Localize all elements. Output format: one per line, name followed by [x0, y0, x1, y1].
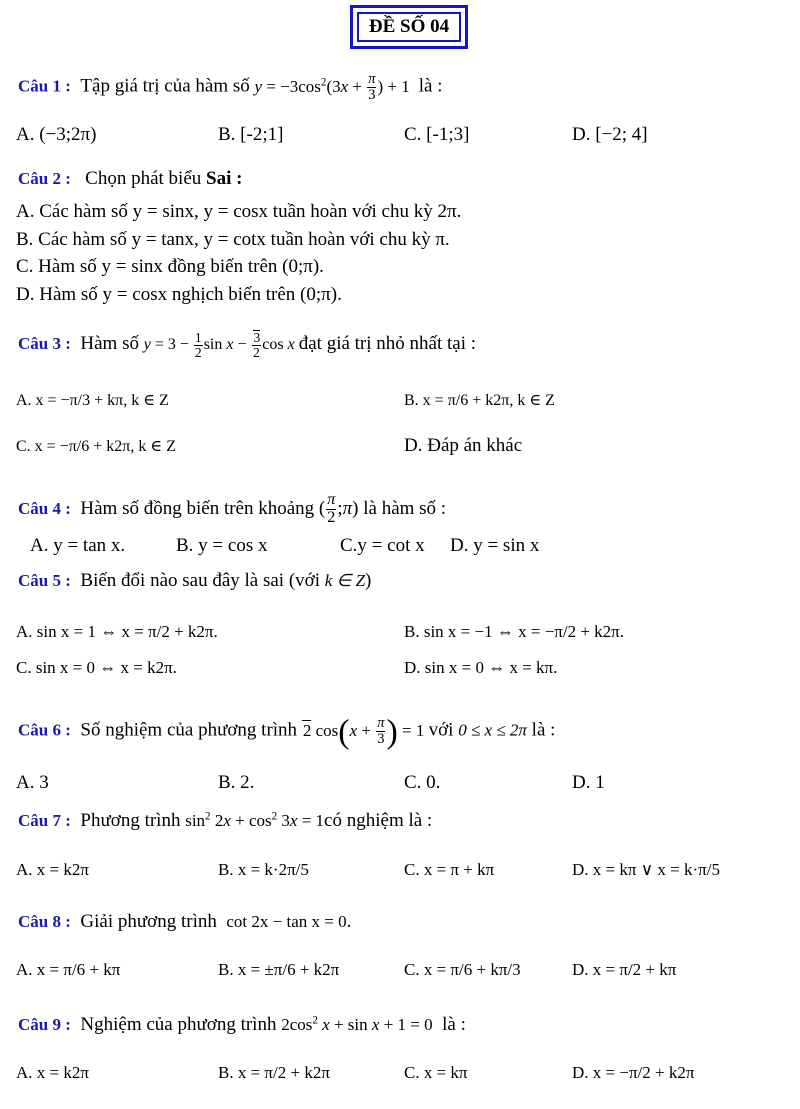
option-c[interactable]: C. x = kπ	[404, 1063, 468, 1082]
question-after: là :	[531, 719, 556, 741]
question-after: đạt giá trị nhỏ nhất tại :	[298, 332, 477, 354]
question-1	[18, 72, 442, 103]
question-text: Số nghiệm của phương trình	[80, 719, 298, 741]
option-c[interactable]	[16, 435, 176, 457]
option-d[interactable]: D. x = −π/2 + k2π	[572, 1063, 695, 1082]
option-d[interactable]: D. Đáp án khác	[404, 435, 523, 456]
condition: 0 ≤ x ≤ 2π	[458, 720, 527, 740]
option-b[interactable]: B. y = cos x	[176, 535, 268, 556]
option-d[interactable]: D. y = sin x	[450, 535, 540, 556]
option-a[interactable]: A. x = k2π	[16, 1063, 89, 1082]
option-c[interactable]: C. 0.	[404, 772, 441, 793]
question-4	[18, 492, 446, 527]
option-c[interactable]: C. x = π + kπ	[404, 860, 495, 879]
option-d[interactable]: D. sin x = 0 ⇔ x = kπ.	[404, 658, 558, 677]
option-b[interactable]: B. 2.	[218, 772, 255, 793]
page-title: ĐỀ SỐ 04	[357, 12, 461, 42]
question-bold: Sai :	[206, 168, 243, 189]
question-2	[18, 168, 242, 190]
option-b[interactable]: B. Các hàm số y = tanx, y = cotx tuần hoàn với chu kỳ π.	[16, 229, 450, 250]
question-label: Câu 2 :	[18, 169, 71, 188]
question-after: là hàm số :	[363, 497, 447, 519]
question-text: Chọn phát biểu	[85, 168, 202, 189]
option-a-text: A. x = −π/3 + kπ, k ∈ Z	[16, 392, 169, 409]
option-b[interactable]: B. x = ±π/6 + k2π	[218, 960, 340, 979]
option-b[interactable]	[404, 389, 555, 411]
option-c[interactable]: C. Hàm số y = sinx đồng biến trên (0;π).	[16, 256, 324, 277]
option-a[interactable]: A. (−3;2π)	[16, 124, 97, 145]
question-3	[18, 330, 476, 361]
question-text: Nghiệm của phương trình	[80, 1014, 277, 1035]
question-text: Hàm số đồng biến trên khoảng	[80, 497, 315, 519]
option-c-text: C. x = −π/6 + k2π, k ∈ Z	[16, 438, 176, 455]
question-label: Câu 6 :	[18, 720, 71, 740]
option-d[interactable]: D. x = π/2 + kπ	[572, 960, 677, 979]
question-label: Câu 7 :	[18, 811, 71, 830]
question-text: Giải phương trình	[80, 911, 217, 932]
question-after: là :	[418, 75, 443, 97]
question-label: Câu 3 :	[18, 333, 71, 353]
question-after: .	[346, 911, 352, 932]
option-c[interactable]: C. x = π/6 + kπ/3	[404, 960, 521, 979]
formula: $2\cos^2$ x + sin x + 1 = 0	[281, 1014, 433, 1034]
option-b[interactable]: B. sin x = −1 ⇔ x = −π/2 + k2π.	[404, 622, 625, 641]
option-a[interactable]: A. sin x = 1 ⇔ x = π/2 + k2π.	[16, 622, 218, 641]
formula: $\sin^2 2x + \cos^2 3x = 1$	[185, 810, 325, 830]
question-mid: với	[428, 719, 454, 741]
option-c[interactable]: C.y = cot x	[340, 535, 425, 556]
question-text: Tập giá trị của hàm số	[80, 75, 250, 97]
option-d[interactable]: D. x = kπ ∨ x = k·π/5	[572, 860, 720, 879]
option-a[interactable]: A. x = k2π	[16, 860, 89, 879]
formula: $y = -3\cos^2(3x$ + $\frac{\pi}{3}$ ) + 1	[254, 71, 414, 104]
option-a[interactable]: A. y = tan x.	[30, 535, 126, 556]
question-9	[18, 1014, 466, 1036]
option-c[interactable]: C. sin x = 0 ⇔ x = k2π.	[16, 658, 177, 677]
question-label: Câu 9 :	[18, 1015, 71, 1034]
option-a[interactable]	[16, 389, 169, 411]
option-a[interactable]: A. 3	[16, 772, 49, 793]
option-a[interactable]: A. Các hàm số y = sinx, y = cosx tuần hoàn với chu kỳ 2π.	[16, 201, 462, 222]
question-label: Câu 5 :	[18, 571, 71, 590]
question-label: Câu 8 :	[18, 912, 71, 931]
question-5	[18, 570, 371, 592]
question-7	[18, 810, 432, 832]
formula: y = 3 − $\frac{1}{2}$ sin x − $\frac{3}{2}$ cos x	[143, 329, 295, 361]
option-d[interactable]: D. Hàm số y = cosx nghịch biến trên (0;π).	[16, 284, 342, 305]
question-after: có nghiệm là :	[324, 810, 433, 831]
question-text: Phương trình	[80, 810, 181, 831]
option-d[interactable]: D. [−2; 4]	[572, 124, 648, 145]
option-d[interactable]: D. 1	[572, 772, 605, 793]
formula: k ∈ Z	[324, 571, 366, 590]
formula: ( $\frac{\pi}{2}$ ;π)	[318, 491, 359, 526]
question-text: Biến đổi nào sau đây là sai (với	[80, 570, 320, 591]
question-text: Hàm số	[80, 332, 139, 354]
option-b[interactable]: B. [-2;1]	[218, 124, 284, 145]
question-label: Câu 1 :	[18, 76, 71, 96]
option-a[interactable]: A. x = π/6 + kπ	[16, 960, 121, 979]
option-b[interactable]: B. x = π/2 + k2π	[218, 1063, 330, 1082]
option-c[interactable]: C. [-1;3]	[404, 124, 470, 145]
formula: 2 cos(x + $\frac{\pi}{3}$ ) = 1	[302, 713, 429, 751]
question-label: Câu 4 :	[18, 498, 71, 518]
title-box	[350, 5, 468, 49]
formula: cot 2x − tan x = 0	[226, 912, 347, 931]
option-b-text: B. x = π/6 + k2π, k ∈ Z	[404, 392, 555, 409]
question-6	[18, 713, 556, 751]
question-after: là :	[442, 1014, 466, 1035]
option-b[interactable]: B. x = k·2π/5	[218, 860, 309, 879]
question-after: )	[365, 570, 372, 591]
question-8	[18, 911, 351, 933]
